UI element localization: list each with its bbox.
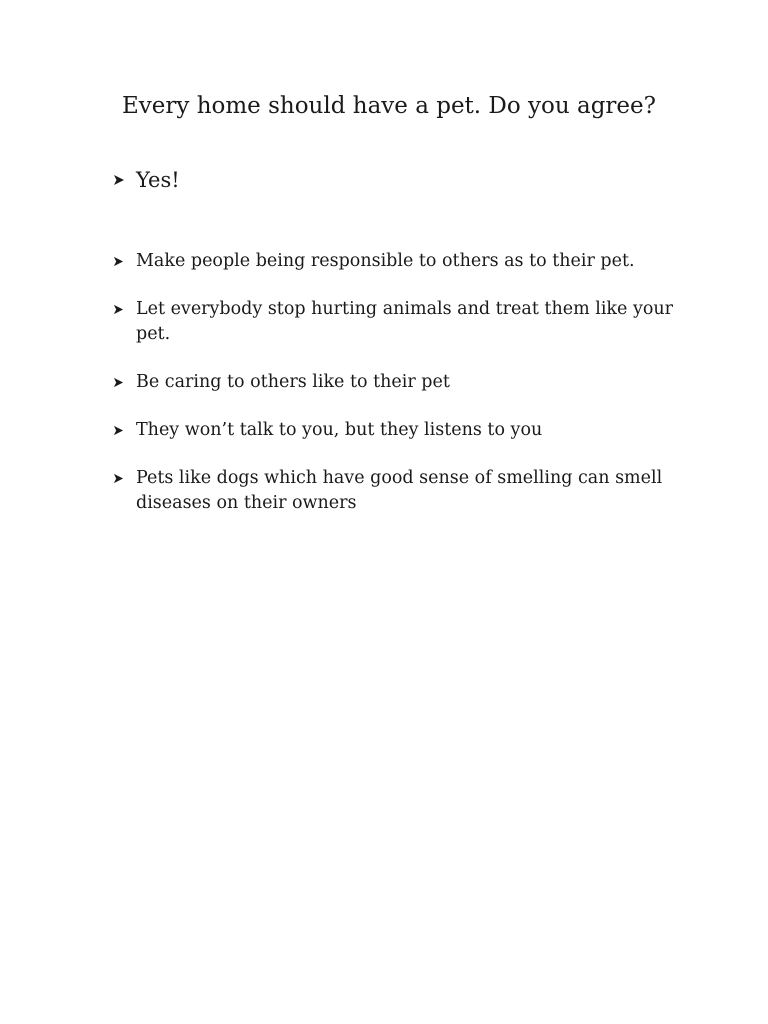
arrowhead-bullet-icon xyxy=(111,297,127,322)
list-item-text: Be caring to others like to their pet xyxy=(136,372,450,392)
list-item xyxy=(111,370,691,395)
list-item xyxy=(111,297,691,347)
list-item-text: Let everybody stop hurting animals and treat them like your pet. xyxy=(136,299,674,344)
list-item xyxy=(111,249,691,274)
list-item xyxy=(111,466,691,516)
list-item-text: Make people being responsible to others as to their pet. xyxy=(136,251,635,271)
list-item xyxy=(111,418,691,443)
arrowhead-bullet-icon xyxy=(111,166,127,191)
answer-text: Yes! xyxy=(136,168,180,192)
arrowhead-bullet-icon xyxy=(111,370,127,395)
page-title: Every home should have a pet. Do you agree? xyxy=(122,93,656,119)
list-item-text: Pets like dogs which have good sense of smelling can smell diseases on their owners xyxy=(136,468,663,513)
answer-bullet xyxy=(111,166,691,194)
arrowhead-bullet-icon xyxy=(111,249,127,274)
arrowhead-bullet-icon xyxy=(111,466,127,491)
arrowhead-bullet-icon xyxy=(111,418,127,443)
list-item-text: They won’t talk to you, but they listens to you xyxy=(136,420,543,440)
